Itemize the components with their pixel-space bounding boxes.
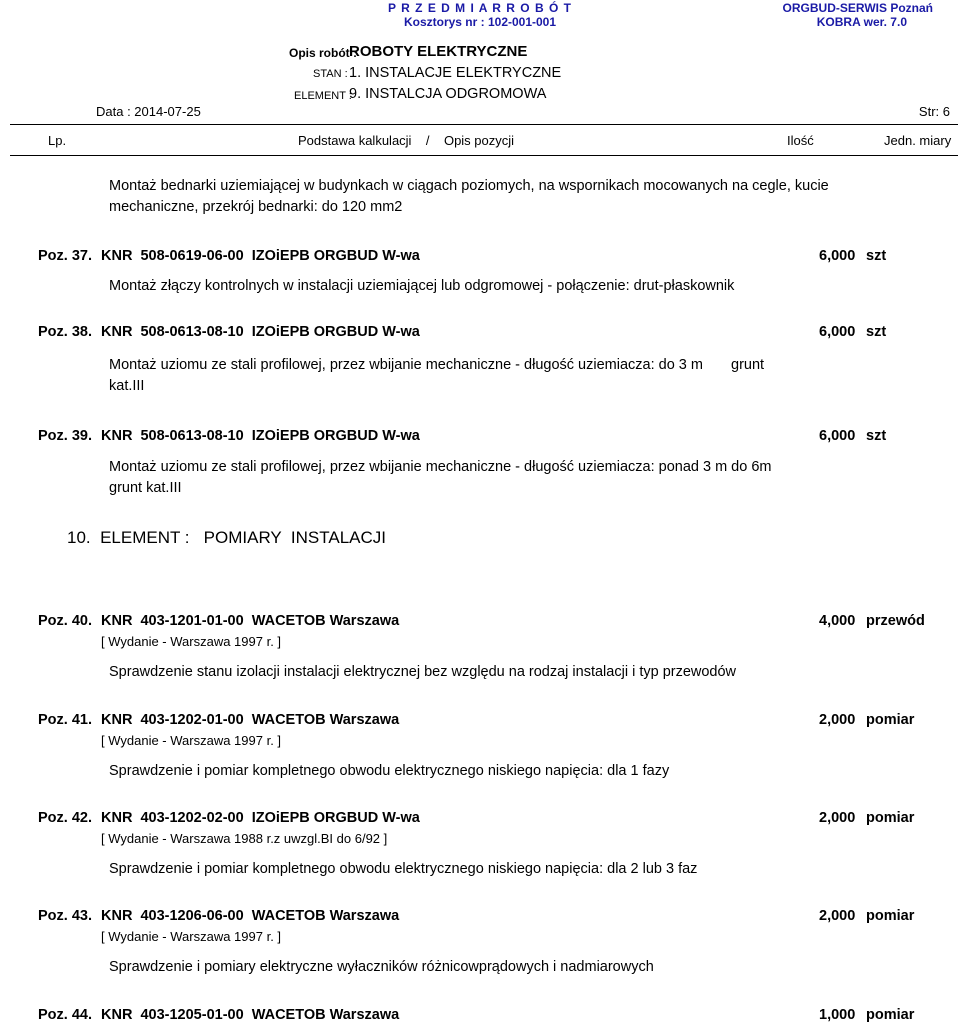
- position-description: Sprawdzenie stanu izolacji instalacji elektrycznej bez względu na rodzaj instalacji i typ przewodów: [109, 664, 737, 680]
- position-unit: szt: [866, 428, 887, 444]
- position-description: Sprawdzenie i pomiar kompletnego obwodu elektrycznego niskiego napięcia: dla 2 lub 3 faz: [109, 861, 698, 877]
- position-basis: KNR 508-0613-08-10 IZOiEPB ORGBUD W-wa: [101, 324, 420, 340]
- position-edition: [ Wydanie - Warszawa 1997 r. ]: [101, 634, 282, 649]
- position-unit: szt: [866, 324, 887, 340]
- position-unit: pomiar: [866, 1007, 915, 1023]
- position-number: Poz. 41.: [38, 712, 92, 728]
- software-version: KOBRA wer. 7.0: [816, 15, 907, 29]
- element-label: ELEMENT :: [294, 90, 352, 102]
- position-basis: KNR 403-1205-01-00 WACETOB Warszawa: [101, 1007, 400, 1023]
- stan-label: STAN :: [313, 68, 348, 80]
- position-unit: pomiar: [866, 908, 915, 924]
- column-basis: Podstawa kalkulacji / Opis pozycji: [298, 133, 515, 148]
- stan-value: 1. INSTALACJE ELEKTRYCZNE: [349, 65, 562, 81]
- position-basis: KNR 403-1201-01-00 WACETOB Warszawa: [101, 613, 400, 629]
- position-unit: szt: [866, 248, 887, 264]
- column-unit: Jedn. miary: [884, 133, 952, 148]
- position-edition: [ Wydanie - Warszawa 1988 r.z uwzgl.BI do 6/92 ]: [101, 831, 388, 846]
- position-quantity: 2,000: [819, 908, 856, 924]
- position-quantity: 4,000: [819, 613, 856, 629]
- position-description: Montaż złączy kontrolnych w instalacji uziemiającej lub odgromowej - połączenie: drut-płaskownik: [109, 278, 735, 294]
- position-number: Poz. 43.: [38, 908, 92, 924]
- element-value: 9. INSTALCJA ODGROMOWA: [349, 86, 547, 102]
- position-basis: KNR 403-1202-02-00 IZOiEPB ORGBUD W-wa: [101, 810, 420, 826]
- position-description: Sprawdzenie i pomiary elektryczne wyłaczników różnicowprądowych i nadmiarowych: [109, 959, 654, 975]
- column-lp: Lp.: [48, 133, 67, 148]
- position-number: Poz. 44.: [38, 1007, 92, 1023]
- position-description-extra: grunt: [731, 357, 765, 373]
- position-edition: [ Wydanie - Warszawa 1997 r. ]: [101, 929, 282, 944]
- position-description: Montaż uziomu ze stali profilowej, przez wbijanie mechaniczne - długość uziemiacza: do 3 m kat.III: [109, 357, 703, 394]
- position-quantity: 6,000: [819, 248, 856, 264]
- position-unit: przewód: [866, 613, 925, 629]
- position-basis: KNR 403-1206-06-00 WACETOB Warszawa: [101, 908, 400, 924]
- position-number: Poz. 37.: [38, 248, 92, 264]
- position-quantity: 6,000: [819, 428, 856, 444]
- element-heading: 10. ELEMENT : POMIARY INSTALACJI: [67, 528, 387, 547]
- position-description: Sprawdzenie i pomiar kompletnego obwodu elektrycznego niskiego napięcia: dla 1 fazy: [109, 763, 670, 779]
- position-quantity: 6,000: [819, 324, 856, 340]
- opis-value: ROBOTY ELEKTRYCZNE: [349, 43, 528, 60]
- position-quantity: 2,000: [819, 712, 856, 728]
- position-basis: KNR 508-0619-06-00 IZOiEPB ORGBUD W-wa: [101, 248, 420, 264]
- header-bottom-rule: [10, 155, 958, 156]
- position-quantity: 2,000: [819, 810, 856, 826]
- position-number: Poz. 38.: [38, 324, 92, 340]
- position-quantity: 1,000: [819, 1007, 856, 1023]
- position-number: Poz. 40.: [38, 613, 92, 629]
- company-name: ORGBUD-SERWIS Poznań: [782, 1, 933, 15]
- document-date: Data : 2014-07-25: [96, 104, 201, 119]
- document-title: P R Z E D M I A R R O B Ó T: [388, 1, 572, 15]
- position-number: Poz. 42.: [38, 810, 92, 826]
- position-unit: pomiar: [866, 712, 915, 728]
- page-number: Str: 6: [918, 104, 950, 119]
- position-unit: pomiar: [866, 810, 915, 826]
- header-top-rule: [10, 124, 958, 125]
- position-description: Montaż uziomu ze stali profilowej, przez wbijanie mechaniczne - długość uziemiacza: ponad 3 m do 6m grunt kat.III: [109, 459, 772, 496]
- position-basis: KNR 403-1202-01-00 WACETOB Warszawa: [101, 712, 400, 728]
- continued-description: Montaż bednarki uziemiającej w budynkach w ciągach poziomych, na wspornikach mocowanych na cegle, kucie mechaniczne, przekrój bednarki: do 120 mm2: [109, 178, 829, 215]
- column-qty: Ilość: [787, 133, 814, 148]
- estimate-number: Kosztorys nr : 102-001-001: [403, 15, 557, 29]
- position-edition: [ Wydanie - Warszawa 1997 r. ]: [101, 733, 282, 748]
- opis-label: Opis robót :: [289, 46, 357, 60]
- position-number: Poz. 39.: [38, 428, 92, 444]
- position-basis: KNR 508-0613-08-10 IZOiEPB ORGBUD W-wa: [101, 428, 420, 444]
